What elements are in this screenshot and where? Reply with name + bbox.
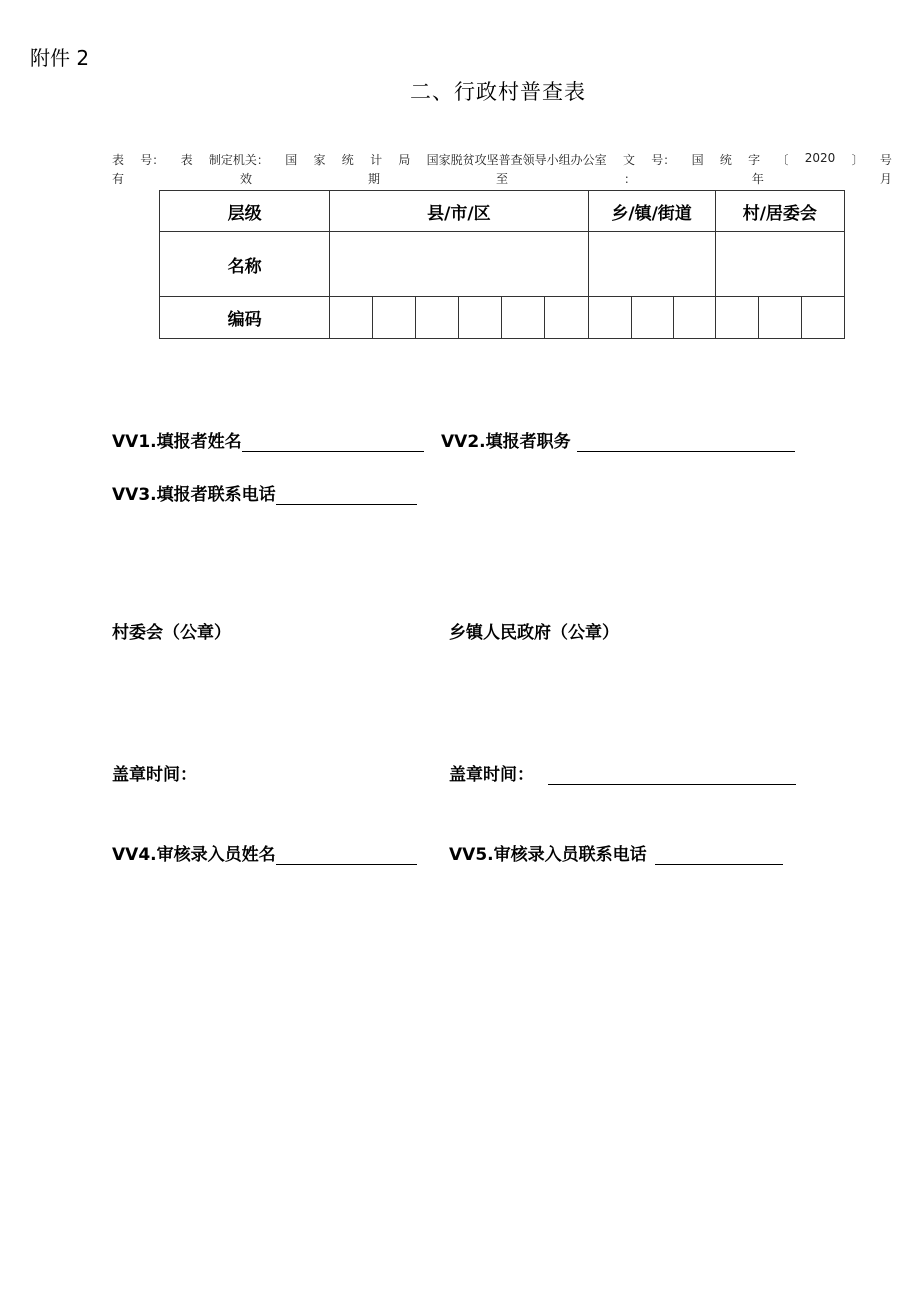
- county-code-digit[interactable]: [502, 297, 545, 339]
- vv1-label: VV1.填报者姓名: [112, 432, 242, 452]
- form-meta-line-2: [112, 170, 892, 187]
- vv4-field: [112, 840, 417, 865]
- admin-level-table: [159, 190, 845, 339]
- meta-token: 号：: [140, 153, 165, 167]
- town-name-cell[interactable]: [588, 232, 715, 297]
- county-code-digit[interactable]: [330, 297, 373, 339]
- vv2-field: [441, 427, 795, 452]
- vv1-input-line[interactable]: [242, 433, 424, 452]
- village-code-digit[interactable]: [715, 297, 758, 339]
- vv4-input-line[interactable]: [276, 846, 417, 865]
- meta-token: 国: [285, 153, 298, 167]
- town-code-digit[interactable]: [588, 297, 631, 339]
- table-header-row: [160, 191, 845, 232]
- meta-token: 家: [313, 153, 326, 167]
- meta-token: 统: [341, 153, 354, 167]
- meta-token: 制定机关：: [208, 153, 269, 167]
- town-code-digit[interactable]: [673, 297, 715, 339]
- county-code-digit[interactable]: [416, 297, 459, 339]
- meta-token: 文: [622, 153, 635, 167]
- form-meta-line-1: [112, 151, 892, 168]
- town-code-digit[interactable]: [631, 297, 673, 339]
- meta-token: ：: [623, 172, 636, 186]
- header-village: 村/居委会: [715, 191, 844, 232]
- seal-time-left-label: 盖章时间：: [112, 765, 197, 785]
- meta-token: 月: [879, 172, 892, 186]
- attachment-label: 附件 2: [30, 46, 90, 70]
- vv5-field: [449, 840, 783, 865]
- meta-token: 〕: [851, 153, 864, 167]
- county-code-digit[interactable]: [545, 297, 588, 339]
- meta-token: 有: [112, 172, 125, 186]
- meta-token: 计: [370, 153, 383, 167]
- village-code-digit[interactable]: [758, 297, 801, 339]
- meta-token: 至: [495, 172, 508, 186]
- county-code-digit[interactable]: [459, 297, 502, 339]
- seal-time-right-field: [449, 760, 796, 785]
- town-seal-label: 乡镇人民政府（公章）: [449, 623, 619, 643]
- vv4-label: VV4.审核录入员姓名: [112, 845, 276, 865]
- header-county: 县/市/区: [330, 191, 588, 232]
- meta-token: 效: [239, 172, 252, 186]
- meta-token: 字: [748, 153, 761, 167]
- vv3-input-line[interactable]: [276, 486, 417, 505]
- page-title: 二、行政村普查表: [410, 80, 586, 104]
- meta-token: 年: [751, 172, 764, 186]
- meta-token: 号: [879, 153, 892, 167]
- table-row-code: [160, 297, 845, 339]
- meta-token: 表: [180, 153, 193, 167]
- vv3-label: VV3.填报者联系电话: [112, 485, 276, 505]
- vv2-input-line[interactable]: [577, 433, 795, 452]
- meta-token: 号：: [651, 153, 676, 167]
- meta-token: 期: [367, 172, 380, 186]
- table-row-name: [160, 232, 845, 297]
- row-label-name: 名称: [160, 232, 330, 297]
- meta-token: 2020: [804, 151, 836, 165]
- seal-time-right-label: 盖章时间：: [449, 765, 534, 785]
- header-town: 乡/镇/街道: [588, 191, 715, 232]
- row-label-code: 编码: [160, 297, 330, 339]
- header-level: 层级: [160, 191, 330, 232]
- meta-token: 局: [398, 153, 411, 167]
- vv5-label: VV5.审核录入员联系电话: [449, 845, 647, 865]
- vv5-input-line[interactable]: [655, 846, 783, 865]
- vv2-label: VV2.填报者职务: [441, 432, 571, 452]
- village-name-cell[interactable]: [715, 232, 844, 297]
- county-code-digit[interactable]: [373, 297, 416, 339]
- meta-token: 国: [691, 153, 704, 167]
- meta-token: 表: [112, 153, 125, 167]
- vv1-field: [112, 427, 424, 452]
- seal-time-input-line[interactable]: [548, 766, 796, 785]
- vv3-field: [112, 480, 417, 505]
- village-seal-label: 村委会（公章）: [112, 623, 231, 643]
- meta-token: 国家脱贫攻坚普查领导小组办公室: [426, 153, 607, 167]
- village-code-digit[interactable]: [801, 297, 844, 339]
- meta-token: 〔: [776, 153, 789, 167]
- meta-token: 统: [719, 153, 732, 167]
- county-name-cell[interactable]: [330, 232, 588, 297]
